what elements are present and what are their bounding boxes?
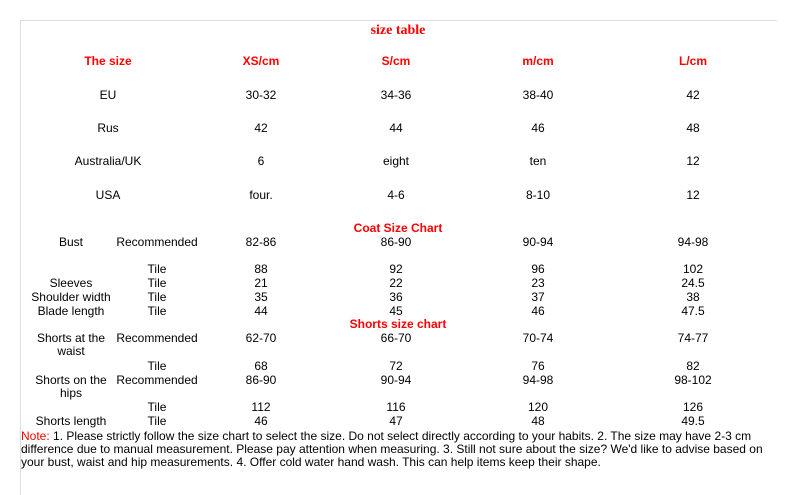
table-cell: 90-94 xyxy=(380,373,412,387)
table-cell: 98-102 xyxy=(674,373,712,387)
row-label: Rus xyxy=(97,121,119,135)
table-cell: 120 xyxy=(527,400,549,414)
table-cell: 46 xyxy=(531,304,545,318)
row-sublabel: Tile xyxy=(147,304,167,318)
table-cell: 21 xyxy=(254,276,268,290)
table-cell: 34-36 xyxy=(380,88,412,102)
table-cell: 74-77 xyxy=(677,331,709,345)
table-cell: 12 xyxy=(686,154,700,168)
table-cell: 48 xyxy=(686,121,700,135)
table-cell: 23 xyxy=(531,276,545,290)
row-sublabel: Tile xyxy=(147,400,167,414)
row-sublabel: Recommended xyxy=(116,331,198,345)
header-size-label: The size xyxy=(84,54,132,68)
table-cell: 8-10 xyxy=(525,188,551,202)
note-text: 1. Please strictly follow the size chart to select the size. Do not select directly according to your habits. 2. The size may have 2-3 cm difference due to manual measurement. Please pay attention when measuring. 3. Still not sure about the size? We'd like to advise based on your bust, waist and hip measurements. 4. Offer cold water hand wash. This can help items keep their shape. xyxy=(21,429,763,469)
table-cell: 42 xyxy=(254,121,268,135)
table-cell: 12 xyxy=(686,188,700,202)
header-col-l: L/cm xyxy=(678,54,707,68)
table-cell: 4-6 xyxy=(387,188,405,202)
table-title: size table xyxy=(370,23,426,38)
row-label: Blade length xyxy=(37,304,105,318)
table-cell: 82 xyxy=(686,359,700,373)
header-col-m: m/cm xyxy=(522,54,554,68)
table-cell: 70-74 xyxy=(522,331,554,345)
table-cell: 112 xyxy=(251,400,271,414)
table-cell: 46 xyxy=(254,414,268,428)
table-cell: 46 xyxy=(531,121,545,135)
table-cell: 126 xyxy=(682,400,704,414)
table-cell: 47 xyxy=(389,414,403,428)
table-cell: 66-70 xyxy=(380,331,412,345)
coat-section-title: Coat Size Chart xyxy=(353,221,443,235)
row-sublabel: Recommended xyxy=(116,235,198,249)
row-label: Shorts at the waist xyxy=(36,331,106,358)
table-cell: 44 xyxy=(254,304,268,318)
row-sublabel: Tile xyxy=(147,290,167,304)
table-cell: 96 xyxy=(531,262,545,276)
table-cell: 38-40 xyxy=(522,88,554,102)
note-paragraph xyxy=(21,430,779,469)
row-sublabel: Tile xyxy=(147,359,167,373)
row-sublabel: Tile xyxy=(147,276,167,290)
table-cell: 36 xyxy=(389,290,403,304)
table-cell: ten xyxy=(529,154,547,168)
table-cell: 47.5 xyxy=(681,304,705,318)
table-cell: 24.5 xyxy=(681,276,705,290)
table-cell: 82-86 xyxy=(245,235,277,249)
header-col-s: S/cm xyxy=(381,54,411,68)
row-label: Sleeves xyxy=(49,276,93,290)
table-cell: 49.5 xyxy=(681,414,705,428)
table-cell: 88 xyxy=(254,262,268,276)
row-sublabel: Tile xyxy=(147,262,167,276)
row-label: Shoulder width xyxy=(31,290,111,304)
table-cell: 35 xyxy=(254,290,268,304)
table-cell: 38 xyxy=(686,290,700,304)
row-label: EU xyxy=(99,88,117,102)
header-col-xs: XS/cm xyxy=(242,54,280,68)
table-cell: 116 xyxy=(386,400,406,414)
table-cell: four. xyxy=(249,188,273,202)
row-label: Bust xyxy=(58,235,83,249)
row-label: USA xyxy=(95,188,121,202)
row-label: Australia/UK xyxy=(74,154,142,168)
table-cell: 45 xyxy=(389,304,403,318)
shorts-section-title: Shorts size chart xyxy=(349,317,447,331)
table-cell: 30-32 xyxy=(245,88,277,102)
table-cell: 92 xyxy=(389,262,403,276)
note-label: Note: xyxy=(21,429,50,443)
table-cell: eight xyxy=(382,154,410,168)
row-label: Shorts on the hips xyxy=(35,373,107,400)
table-cell: 94-98 xyxy=(677,235,709,249)
table-cell: 42 xyxy=(686,88,700,102)
table-cell: 76 xyxy=(531,359,545,373)
table-cell: 72 xyxy=(389,359,403,373)
table-cell: 86-90 xyxy=(380,235,412,249)
row-sublabel: Recommended xyxy=(116,373,198,387)
table-cell: 62-70 xyxy=(245,331,277,345)
table-cell: 44 xyxy=(389,121,403,135)
table-cell: 22 xyxy=(389,276,403,290)
table-cell: 94-98 xyxy=(522,373,554,387)
table-cell: 37 xyxy=(531,290,545,304)
table-cell: 102 xyxy=(682,262,704,276)
table-cell: 6 xyxy=(257,154,265,168)
table-cell: 86-90 xyxy=(245,373,277,387)
table-cell: 68 xyxy=(254,359,268,373)
table-cell: 90-94 xyxy=(522,235,554,249)
row-label: Shorts length xyxy=(35,414,107,428)
table-cell: 48 xyxy=(531,414,545,428)
row-sublabel: Tile xyxy=(147,414,167,428)
